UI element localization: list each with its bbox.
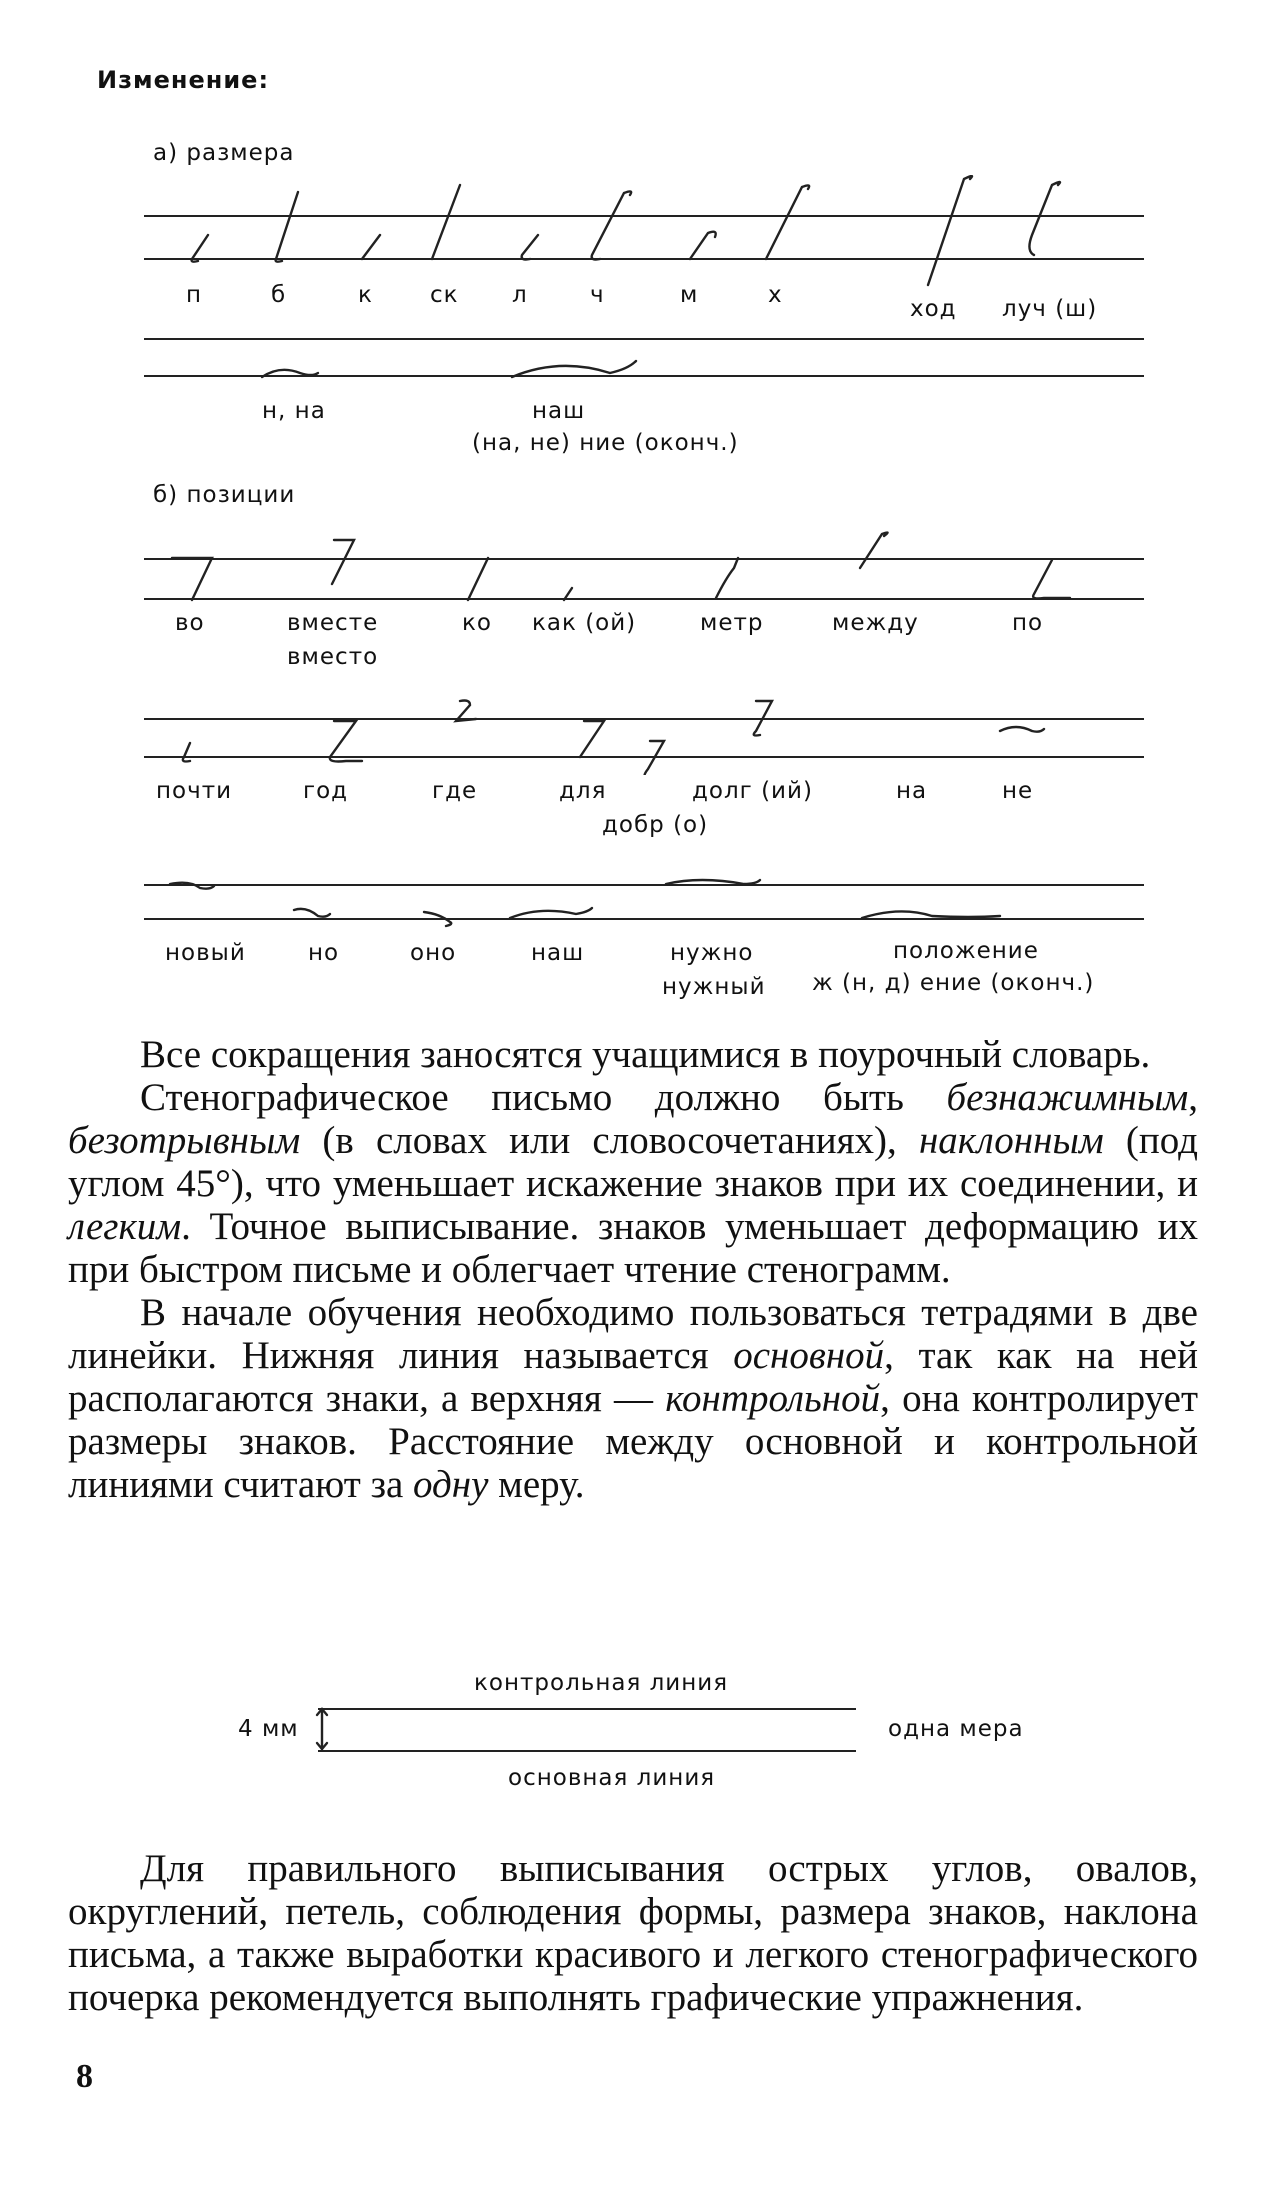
sign-label: наш — [531, 940, 585, 966]
sign-label: ск — [430, 282, 459, 308]
sign-label: не — [1002, 778, 1034, 804]
shorthand-strokes-position — [0, 530, 1270, 610]
text-run: (в словах или словосочетаниях), — [300, 1119, 919, 1162]
sign-label: вместо — [287, 644, 379, 670]
sign-label: положение — [893, 938, 1039, 964]
emphasis: легким — [68, 1205, 182, 1248]
sign-label: ч — [590, 282, 605, 308]
section-a-title: а) размера — [153, 140, 295, 166]
sign-label: м — [680, 282, 699, 308]
sign-label: но — [308, 940, 340, 966]
sign-label: год — [303, 778, 349, 804]
measure-label: одна мера — [888, 1716, 1024, 1742]
sign-label: х — [768, 282, 783, 308]
sign-label: оно — [410, 940, 457, 966]
sign-label: к — [358, 282, 373, 308]
base-line-label: основная линия — [508, 1765, 716, 1791]
sign-label: почти — [156, 778, 233, 804]
emphasis: основной — [733, 1334, 885, 1377]
text-run: В начале обучения необходимо пользоваться тетрадями в две линейки. Нижняя линия называется — [68, 1291, 1198, 1377]
text-run: , так как на ней располагаются знаки, а верхняя — — [68, 1334, 1198, 1420]
sign-label: нужно — [670, 940, 754, 966]
sign-label: п — [186, 282, 203, 308]
sign-label: б — [271, 282, 287, 308]
sign-label: нужный — [662, 974, 766, 1000]
sign-label: для — [559, 778, 607, 804]
paragraph-block-2 — [68, 1847, 1198, 2019]
sign-label: наш — [532, 398, 586, 424]
text-run: меру. — [488, 1463, 585, 1506]
shorthand-strokes-position-3 — [0, 870, 1270, 930]
sign-note: ж (н, д) ение (оконч.) — [812, 970, 1095, 996]
emphasis: одну — [413, 1463, 489, 1506]
sign-label: между — [832, 610, 919, 636]
sign-label: л — [512, 282, 528, 308]
sign-label: как (ой) — [532, 610, 637, 636]
sign-label: по — [1012, 610, 1044, 636]
sign-label: долг (ий) — [692, 778, 813, 804]
sign-label: во — [175, 610, 205, 636]
sign-label: добр (о) — [602, 812, 709, 838]
sign-label: луч (ш) — [1002, 296, 1098, 322]
text-run: (под углом 45°), что уменьшает искажение знаков при их соединении, и — [68, 1119, 1199, 1205]
sign-note: (на, не) ние (оконч.) — [472, 430, 739, 456]
control-line-label: контрольная линия — [474, 1670, 729, 1696]
section-b-title: б) позиции — [153, 482, 296, 508]
sign-label: где — [432, 778, 478, 804]
guide-line — [144, 338, 1144, 340]
control-line — [318, 1708, 856, 1710]
paragraph-block-1 — [68, 1033, 1198, 1506]
paragraph-4: Для правильного выписывания острых углов, овалов, округлений, петель, соблюдения формы, размера знаков, наклона письма, а также выработки красивого и легкого стенографического почерка рекомендуется выполнять графические упражнения. — [68, 1847, 1198, 2019]
text-run: , она контролирует размеры знаков. Расстояние между основной и контрольной линиями считают за — [68, 1377, 1199, 1506]
emphasis: наклонным — [918, 1119, 1104, 1162]
sign-label: новый — [165, 940, 246, 966]
paragraph-3 — [68, 1291, 1198, 1506]
shorthand-strokes-size — [0, 175, 1270, 295]
shorthand-strokes-position-2 — [0, 695, 1270, 775]
text-run: Стенографическое письмо должно быть — [140, 1076, 947, 1119]
sign-label: вместе — [287, 610, 379, 636]
sign-label: на — [896, 778, 928, 804]
shorthand-strokes-size-2 — [0, 355, 1270, 395]
section-heading: Изменение: — [97, 66, 270, 94]
emphasis: безотрывным — [68, 1119, 301, 1162]
emphasis: контрольной — [665, 1377, 881, 1420]
emphasis: безнажимным — [946, 1076, 1189, 1119]
text-run: . Точное выписывание. знаков уменьшает деформацию их при быстром письме и облегчает чтение стенограмм. — [68, 1205, 1198, 1291]
text-run: , — [1188, 1076, 1198, 1119]
sign-label: ход — [910, 296, 957, 322]
page-number: 8 — [76, 2058, 93, 2095]
sign-label: метр — [700, 610, 764, 636]
dimension-arrow-icon — [312, 1705, 332, 1753]
sign-label: ко — [462, 610, 492, 636]
paragraph-1: Все сокращения заносятся учащимися в поурочный словарь. — [140, 1033, 1151, 1076]
sign-label: н, на — [262, 398, 326, 424]
base-line — [318, 1750, 856, 1752]
size-label: 4 мм — [238, 1716, 299, 1742]
paragraph-2 — [68, 1076, 1198, 1291]
